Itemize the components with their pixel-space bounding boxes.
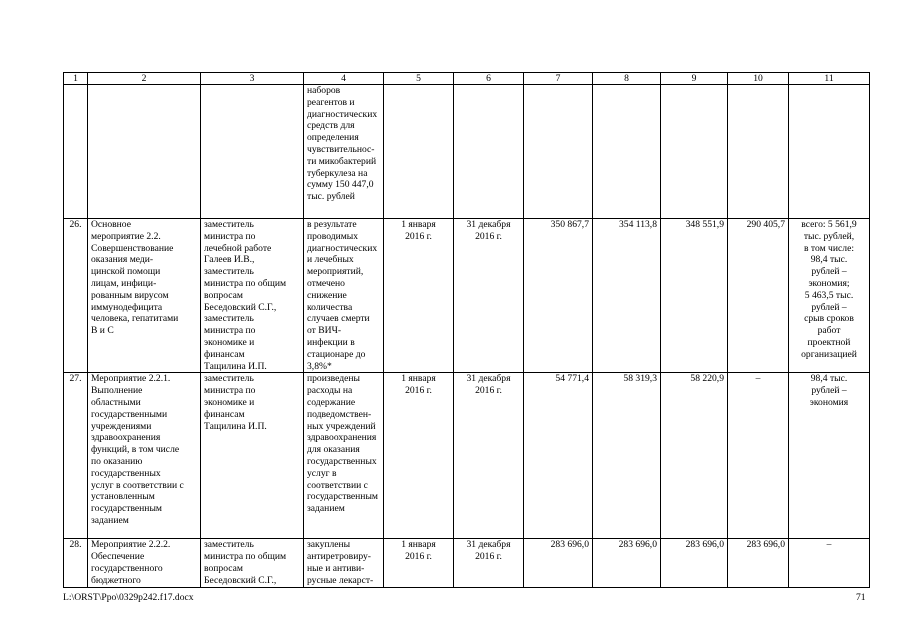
note-line: проектной <box>807 336 851 348</box>
event-name-line: рованным вирусом <box>91 289 169 301</box>
column-number: 2 <box>88 73 201 85</box>
event-name-line: Обеспечение <box>91 551 145 563</box>
event-name-line: иммунодефицита <box>91 301 163 313</box>
amount-planned-cell <box>524 85 593 219</box>
amount-actual-cell: 348 551,9 <box>661 219 728 373</box>
responsible-person-cell <box>201 539 304 587</box>
amount-plan-revised-cell: 283 696,0 <box>593 539 661 587</box>
result-description-line: в результате <box>307 219 357 230</box>
event-name-line: лицам, инфици- <box>91 277 157 289</box>
result-description-line: мероприятий, <box>307 266 364 278</box>
document-table <box>63 72 870 588</box>
column-number: 8 <box>593 73 661 85</box>
event-name-line: государственных <box>91 467 161 479</box>
result-description-line: ные и антиви- <box>307 562 365 574</box>
note-line: 98,4 тыс. <box>810 373 848 385</box>
column-number: 10 <box>728 73 789 85</box>
event-name-line: Мероприятие 2.2.2. <box>91 539 171 551</box>
result-description-line: государственных <box>307 455 377 467</box>
responsible-person-cell <box>201 373 304 539</box>
start-date-cell <box>384 219 454 373</box>
end-date-line: 31 декабря <box>466 373 511 385</box>
result-description-line: тыс. рублей <box>307 191 355 203</box>
result-description-line: закуплены <box>307 539 351 551</box>
start-date-cell <box>384 373 454 539</box>
end-date-line: 2016 г. <box>475 230 502 242</box>
amount-plan-revised-cell: 58 319,3 <box>593 373 661 539</box>
result-description-line: случаев смерти <box>307 313 370 325</box>
note-line: в том числе: <box>803 242 854 254</box>
amount-actual-cell: 58 220,9 <box>661 373 728 539</box>
start-date-line: 2016 г. <box>405 230 432 242</box>
note-line: работ <box>817 325 841 337</box>
amount-actual-cell: 283 696,0 <box>661 539 728 587</box>
note-line: – <box>826 539 832 551</box>
amount-contracted-cell: 290 405,7 <box>728 219 789 373</box>
result-description-line: произведены <box>307 373 360 385</box>
result-description-line: от ВИЧ- <box>307 325 342 337</box>
event-name-line: установленным <box>91 491 155 503</box>
end-date-cell <box>454 373 524 539</box>
result-description-line: соответствии с <box>307 479 368 491</box>
note-line: всего: 5 561,9 <box>801 219 857 230</box>
end-date-line: 2016 г. <box>475 385 502 397</box>
end-date-cell <box>454 85 524 219</box>
responsible-person-line: заместитель <box>204 313 254 325</box>
responsible-person-cell <box>201 219 304 373</box>
result-description-line: расходы на <box>307 385 353 397</box>
result-description-line: государственным <box>307 491 378 503</box>
responsible-person-line: финансам <box>204 348 245 360</box>
result-description-line: заданием <box>307 503 345 515</box>
event-name-cell <box>88 373 201 539</box>
amount-contracted-cell: 283 696,0 <box>728 539 789 587</box>
column-number: 3 <box>201 73 304 85</box>
event-name-line: Основное <box>91 219 131 230</box>
responsible-person-cell <box>201 85 304 219</box>
responsible-person-line: Беседовский С.Г., <box>204 301 277 313</box>
result-description-line: услуг в <box>307 467 337 479</box>
result-description-line: проводимых <box>307 230 359 242</box>
end-date-cell <box>454 219 524 373</box>
amount-planned-cell: 350 867,7 <box>524 219 593 373</box>
event-name-line: учреждениями <box>91 420 152 432</box>
row-number-cell: 28. <box>64 539 88 587</box>
row-number-cell: 26. <box>64 219 88 373</box>
event-name-line: государственного <box>91 562 163 574</box>
responsible-person-line: финансам <box>204 408 245 420</box>
result-description-line: чувствительнос- <box>307 143 375 155</box>
result-description-line: сумму 150 447,0 <box>307 179 374 191</box>
table-header-row <box>64 73 870 85</box>
note-cell <box>789 219 870 373</box>
amount-planned-cell: 283 696,0 <box>524 539 593 587</box>
result-description-line: ти микобактерий <box>307 155 377 167</box>
start-date-line: 2016 г. <box>405 551 432 563</box>
result-description-line: диагностических <box>307 108 378 120</box>
note-cell <box>789 539 870 587</box>
amount-plan-revised-cell <box>593 85 661 219</box>
amount-contracted-cell <box>728 85 789 219</box>
note-line: 98,4 тыс. <box>810 254 848 266</box>
event-name-line: Выполнение <box>91 385 143 397</box>
result-description-line: снижение <box>307 289 347 301</box>
responsible-person-line: Беседовский С.Г., <box>204 574 277 586</box>
responsible-person-line: экономике и <box>204 396 255 408</box>
row-number-cell: 27. <box>64 373 88 539</box>
result-description-cell <box>304 539 384 587</box>
event-name-line: оказания меди- <box>91 254 154 266</box>
event-name-line: бюджетного <box>91 574 141 586</box>
result-description-line: 3,8%* <box>307 360 332 372</box>
table-row <box>64 539 870 587</box>
start-date-line: 2016 г. <box>405 385 432 397</box>
table-row <box>64 219 870 373</box>
result-description-line: туберкулеза на <box>307 167 368 179</box>
note-line: тыс. рублей, <box>803 230 855 242</box>
note-line: рублей – <box>811 301 847 313</box>
result-description-line: наборов <box>307 85 341 96</box>
event-name-cell <box>88 539 201 587</box>
event-name-line: областными <box>91 396 141 408</box>
start-date-cell <box>384 539 454 587</box>
event-name-line: цинской помощи <box>91 266 161 278</box>
end-date-line: 31 декабря <box>466 539 511 551</box>
result-description-line: русные лекарст- <box>307 574 374 586</box>
amount-plan-revised-cell: 354 113,8 <box>593 219 661 373</box>
result-description-line: для оказания <box>307 444 360 456</box>
column-number: 1 <box>64 73 88 85</box>
result-description-line: средств для <box>307 120 355 132</box>
result-description-line: подведомствен- <box>307 408 372 420</box>
responsible-person-line: лечебной работе <box>204 242 272 254</box>
result-description-line: ных учреждений <box>307 420 376 432</box>
event-name-line: государственным <box>91 503 162 515</box>
responsible-person-line: Галеев И.В., <box>204 254 255 266</box>
start-date-line: 1 января <box>401 219 436 230</box>
start-date-line: 1 января <box>401 539 436 551</box>
event-name-line: Мероприятие 2.2.1. <box>91 373 171 385</box>
page-number: 71 <box>856 592 866 603</box>
responsible-person-line: экономике и <box>204 336 255 348</box>
column-number: 7 <box>524 73 593 85</box>
responsible-person-line: заместитель <box>204 539 254 551</box>
result-description-line: определения <box>307 132 359 144</box>
responsible-person-line: министра по <box>204 325 256 337</box>
end-date-line: 2016 г. <box>475 551 502 563</box>
result-description-line: инфекции в <box>307 336 355 348</box>
column-number: 6 <box>454 73 524 85</box>
event-name-cell <box>88 85 201 219</box>
responsible-person-line: заместитель <box>204 266 254 278</box>
responsible-person-line: заместитель <box>204 373 254 385</box>
result-description-line: стационаре до <box>307 348 366 360</box>
column-number: 5 <box>384 73 454 85</box>
note-line: организацией <box>801 348 857 360</box>
table-row <box>64 373 870 539</box>
note-line: рублей – <box>811 385 847 397</box>
result-description-line: и лечебных <box>307 254 354 266</box>
responsible-person-line: вопросам <box>204 562 243 574</box>
responsible-person-line: заместитель <box>204 219 254 230</box>
result-description-line: отмечено <box>307 277 345 289</box>
responsible-person-line: Тащилина И.П. <box>204 360 267 372</box>
event-name-line: Совершенствование <box>91 242 174 254</box>
result-description-line: содержание <box>307 396 356 408</box>
column-number: 4 <box>304 73 384 85</box>
note-line: срыв сроков <box>804 313 854 325</box>
event-name-cell <box>88 219 201 373</box>
responsible-person-line: министра по <box>204 230 256 242</box>
result-description-line: антиретровиру- <box>307 551 372 563</box>
event-name-line: функций, в том числе <box>91 444 180 456</box>
note-cell <box>789 373 870 539</box>
note-line: рублей – <box>811 266 847 278</box>
row-number-cell <box>64 85 88 219</box>
file-path: L:\ORST\Ppo\0329p242.f17.docx <box>63 592 194 603</box>
note-line: 5 463,5 тыс. <box>804 289 854 301</box>
event-name-line: В и С <box>91 325 114 337</box>
note-line: экономия <box>809 396 849 408</box>
amount-contracted-cell: – <box>728 373 789 539</box>
end-date-line: 31 декабря <box>466 219 511 230</box>
result-description-line: количества <box>307 301 353 313</box>
event-name-line: услуг в соответствии с <box>91 479 184 491</box>
responsible-person-line: министра по общим <box>204 277 287 289</box>
event-name-line: государственными <box>91 408 168 420</box>
start-date-line: 1 января <box>401 373 436 385</box>
amount-actual-cell <box>661 85 728 219</box>
start-date-cell <box>384 85 454 219</box>
column-number: 9 <box>661 73 728 85</box>
event-name-line: человека, гепатитами <box>91 313 179 325</box>
note-line: экономия; <box>808 277 850 289</box>
event-name-line: мероприятие 2.2. <box>91 230 161 242</box>
responsible-person-line: вопросам <box>204 289 243 301</box>
table-row <box>64 85 870 219</box>
result-description-line: реагентов и <box>307 96 355 108</box>
responsible-person-line: министра по общим <box>204 551 287 563</box>
note-cell <box>789 85 870 219</box>
result-description-cell <box>304 219 384 373</box>
event-name-line: по оказанию <box>91 455 143 467</box>
event-name-line: здравоохранения <box>91 432 161 444</box>
amount-planned-cell: 54 771,4 <box>524 373 593 539</box>
result-description-cell <box>304 373 384 539</box>
event-name-line: заданием <box>91 514 129 526</box>
result-description-line: диагностических <box>307 242 378 254</box>
responsible-person-line: министра по <box>204 385 256 397</box>
column-number: 11 <box>789 73 870 85</box>
result-description-line: здравоохранения <box>307 432 377 444</box>
result-description-cell <box>304 85 384 219</box>
responsible-person-line: Тащилина И.П. <box>204 420 267 432</box>
end-date-cell <box>454 539 524 587</box>
